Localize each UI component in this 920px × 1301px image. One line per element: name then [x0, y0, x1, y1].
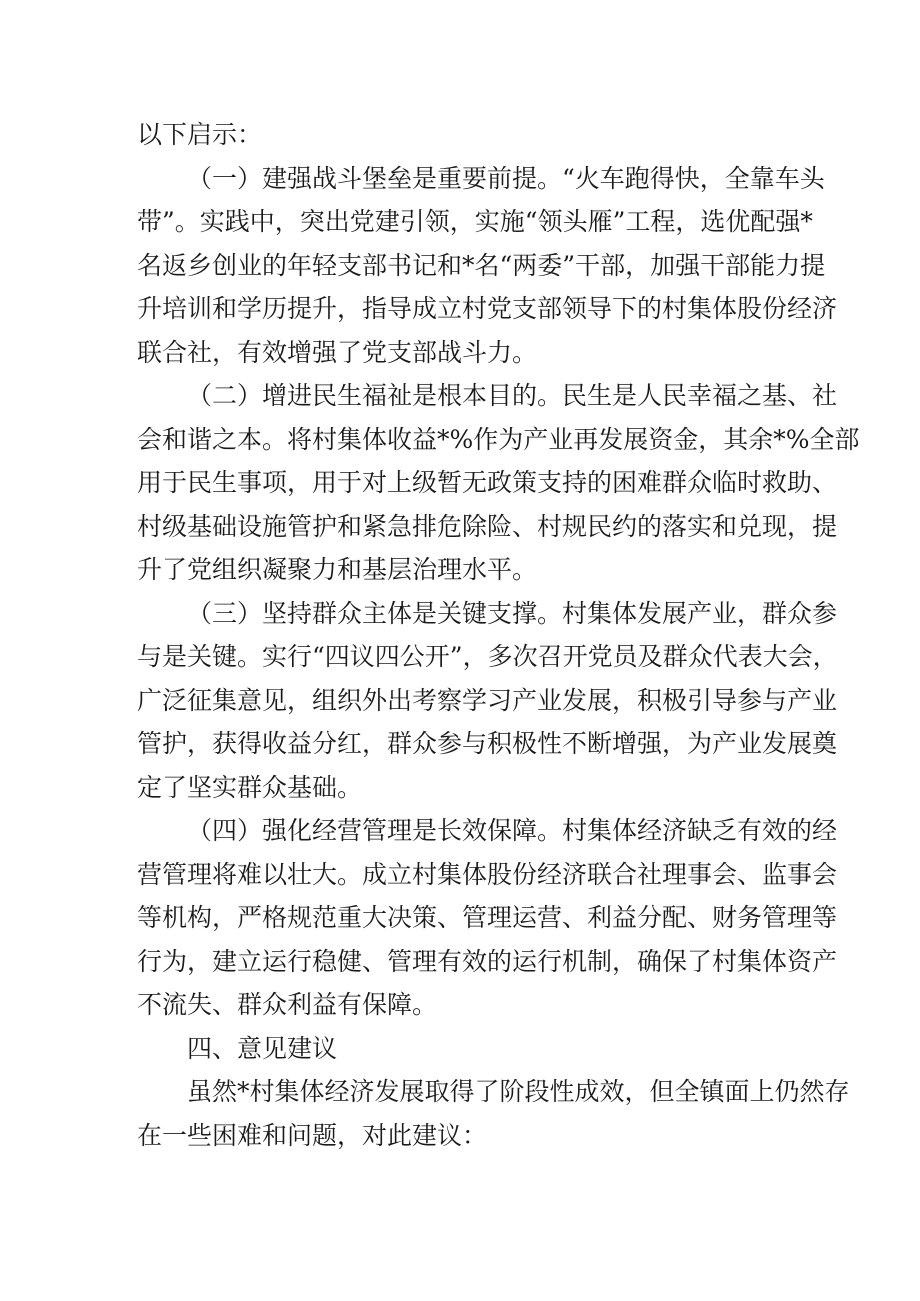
document-body — [137, 113, 860, 1157]
text-line: 虽然*村集体经济发展取得了阶段性成效，但全镇面上仍然存 — [187, 1077, 850, 1106]
text-line: 行为，建立运行稳健、管理有效的运行机制，确保了村集体资产 — [137, 946, 838, 976]
text-line: 营管理将难以壮大。成立村集体股份经济联合社理事会、监事会 — [137, 859, 838, 889]
text-line: （四）强化经营管理是长效保障。村集体经济缺乏有效的经 — [187, 816, 838, 845]
text-line: （二）增进民生福祉是根本目的。民生是人民幸福之基、社 — [187, 381, 838, 410]
text-line: 升了党组织凝聚力和基层治理水平。 — [137, 555, 538, 584]
text-line: 名返乡创业的年轻支部书记和*名“两委”干部，加强干部能力提 — [137, 250, 826, 280]
text-line: 广泛征集意见，组织外出考察学习产业发展，积极引导参与产业 — [137, 685, 838, 715]
text-line: 定了坚实群众基础。 — [137, 772, 363, 802]
text-line: 不流失、群众利益有保障。 — [137, 990, 438, 1019]
text-line: （一）建强战斗堡垒是重要前提。“火车跑得快，全靠车头 — [187, 163, 825, 193]
text-line: 用于民生事项，用于对上级暂无政策支持的困难群众临时救助、 — [137, 468, 838, 497]
text-line: 四、意见建议 — [187, 1033, 338, 1063]
text-line: 等机构，严格规范重大决策、管理运营、利益分配、财务管理等 — [137, 903, 838, 932]
text-line: 带”。实践中，突出党建引领，实施“领头雁”工程，选优配强* — [137, 207, 813, 236]
text-line: 管护，获得收益分红，群众参与积极性不断增强，为产业发展奠 — [137, 729, 838, 758]
text-line: 村级基础设施管护和紧急排危除险、村规民约的落实和兑现，提 — [137, 511, 838, 541]
text-line: 以下启示： — [137, 120, 263, 149]
text-line: （三）坚持群众主体是关键支撑。村集体发展产业，群众参 — [187, 598, 838, 628]
text-line: 联合社，有效增强了党支部战斗力。 — [137, 337, 538, 367]
text-line: 在一些困难和问题，对此建议： — [137, 1120, 488, 1150]
text-line: 升培训和学历提升，指导成立村党支部领导下的村集体股份经济 — [137, 294, 838, 323]
text-line: 与是关键。实行“四议四公开”，多次召开党员及群众代表大会， — [137, 642, 838, 671]
text-line: 会和谐之本。将村集体收益*%作为产业再发展资金，其余*%全部 — [137, 424, 860, 454]
